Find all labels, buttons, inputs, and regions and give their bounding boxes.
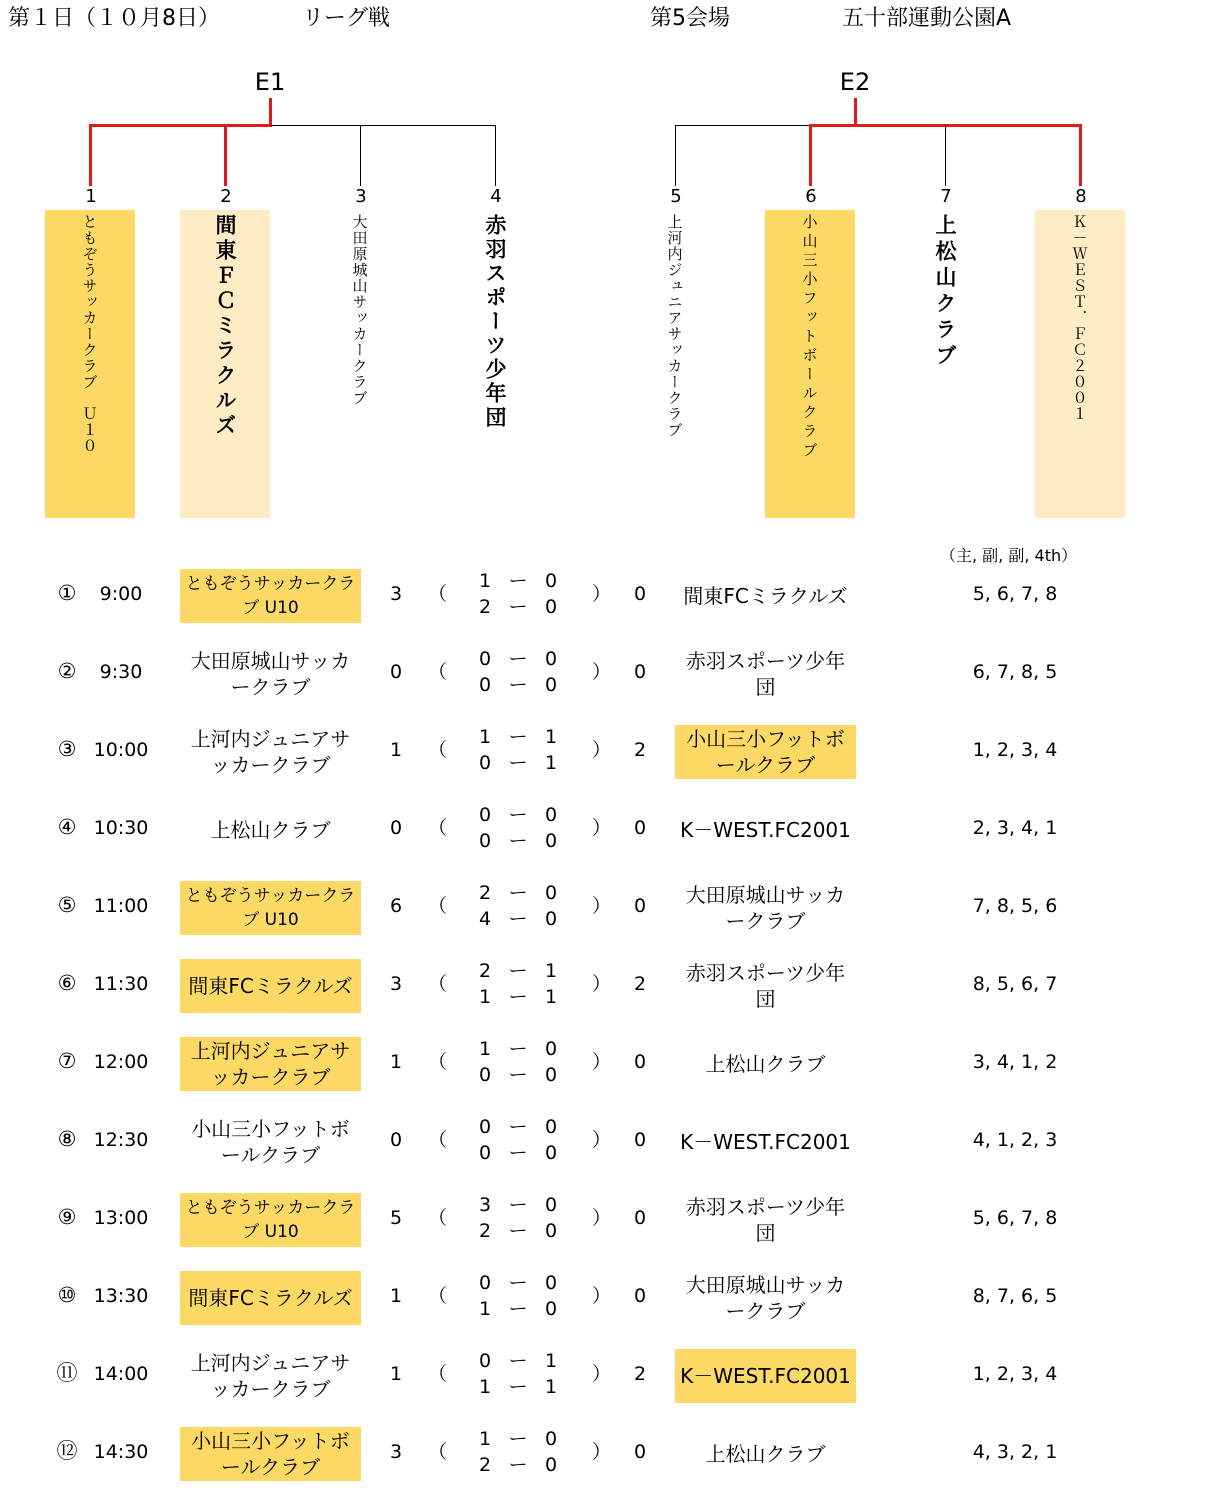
match-time: 9:00 bbox=[99, 583, 143, 605]
home-score: 0 bbox=[389, 661, 403, 683]
match-row bbox=[0, 714, 1216, 792]
home-team-name: 上河内ジュニアサッカークラブ bbox=[190, 1039, 351, 1089]
bracket-leg-team-8 bbox=[1079, 124, 1082, 186]
away-team bbox=[675, 1193, 856, 1247]
score-dash: ー bbox=[508, 1454, 528, 1476]
score-dash: ー bbox=[508, 1428, 528, 1450]
first-half-score bbox=[470, 724, 566, 750]
match-time: 13:30 bbox=[93, 1285, 149, 1307]
second-half-score bbox=[470, 1296, 566, 1322]
open-paren: （ bbox=[428, 661, 448, 683]
match-row bbox=[0, 558, 1216, 636]
first-half-home: 3 bbox=[478, 1194, 492, 1216]
team-number-7: 7 bbox=[940, 186, 952, 207]
score-dash: ー bbox=[508, 804, 528, 826]
score-dash: ー bbox=[508, 1272, 528, 1294]
match-time: 14:30 bbox=[93, 1441, 149, 1463]
home-team bbox=[180, 569, 361, 623]
away-team bbox=[675, 569, 856, 623]
away-team bbox=[675, 1427, 856, 1481]
team-number-2: 2 bbox=[220, 186, 232, 207]
score-dash: ー bbox=[508, 1376, 528, 1398]
home-score: 0 bbox=[389, 817, 403, 839]
home-team bbox=[180, 647, 361, 701]
first-half-away: 1 bbox=[544, 726, 558, 748]
first-half-home: 1 bbox=[478, 570, 492, 592]
first-half-score bbox=[470, 1114, 566, 1140]
score-dash: ー bbox=[508, 1116, 528, 1138]
close-paren: ） bbox=[592, 895, 612, 917]
first-half-away: 0 bbox=[544, 1272, 558, 1294]
bracket-stem-e2 bbox=[854, 98, 857, 126]
away-team bbox=[675, 1115, 856, 1169]
away-team bbox=[675, 881, 856, 935]
team-box-7 bbox=[900, 210, 990, 518]
first-half-score bbox=[470, 802, 566, 828]
match-time: 10:30 bbox=[93, 817, 149, 839]
home-score: 1 bbox=[389, 1363, 403, 1385]
score-dash: ー bbox=[508, 752, 528, 774]
bracket-leg-team-7 bbox=[945, 125, 946, 186]
away-score: 0 bbox=[633, 1207, 647, 1229]
team-number-3: 3 bbox=[355, 186, 367, 207]
open-paren: （ bbox=[428, 973, 448, 995]
first-half-home: 2 bbox=[478, 882, 492, 904]
match-row bbox=[0, 636, 1216, 714]
away-team-name: 小山三小フットボールクラブ bbox=[686, 727, 845, 777]
score-dash: ー bbox=[508, 882, 528, 904]
second-half-score bbox=[470, 750, 566, 776]
first-half-score bbox=[470, 1426, 566, 1452]
score-dash: ー bbox=[508, 1064, 528, 1086]
second-half-away: 0 bbox=[544, 674, 558, 696]
team-name-1: ともぞうサッカークラブ Ｕ１０ bbox=[80, 214, 99, 454]
team-name-5: 上河内ジュニアサッカークラブ bbox=[665, 214, 684, 438]
second-half-score bbox=[470, 1062, 566, 1088]
day-title: 第１日（１０月8日） bbox=[8, 6, 220, 31]
team-name-4: 赤羽スポーツ少年団 bbox=[483, 214, 507, 430]
first-half-home: 0 bbox=[478, 1116, 492, 1138]
away-score: 0 bbox=[633, 1441, 647, 1463]
second-half-away: 0 bbox=[544, 1142, 558, 1164]
away-score: 0 bbox=[633, 1051, 647, 1073]
second-half-home: 0 bbox=[478, 674, 492, 696]
team-box-8 bbox=[1035, 210, 1125, 518]
home-team bbox=[180, 1115, 361, 1169]
score-dash: ー bbox=[508, 830, 528, 852]
away-team-name: 上松山クラブ bbox=[705, 1052, 826, 1076]
home-team-name: 上河内ジュニアサッカークラブ bbox=[190, 727, 351, 777]
home-team-name: 小山三小フットボールクラブ bbox=[191, 1117, 350, 1167]
match-number: ④ bbox=[57, 815, 77, 839]
first-half-home: 0 bbox=[478, 1272, 492, 1294]
away-score: 0 bbox=[633, 583, 647, 605]
bracket-leg-team-3 bbox=[360, 125, 361, 186]
away-team-name: 赤羽スポーツ少年団 bbox=[685, 961, 846, 1011]
first-half-away: 0 bbox=[544, 1038, 558, 1060]
team-name-2: 間東ＦＣミラクルズ bbox=[213, 214, 237, 439]
home-team bbox=[180, 1427, 361, 1481]
home-team-name: ともぞうサッカークラブ U10 bbox=[185, 886, 356, 930]
team-name-3: 大田原城山サッカークラブ bbox=[350, 214, 369, 406]
team-name-7: 上松山クラブ bbox=[933, 214, 957, 370]
match-number: ⑤ bbox=[57, 893, 77, 917]
referee-assignment: 8, 7, 6, 5 bbox=[972, 1285, 1058, 1307]
second-half-home: 0 bbox=[478, 1064, 492, 1086]
match-row bbox=[0, 1104, 1216, 1182]
first-half-score bbox=[470, 1348, 566, 1374]
score-dash: ー bbox=[508, 674, 528, 696]
away-team bbox=[675, 803, 856, 857]
venue-name: 五十部運動公園A bbox=[842, 6, 1012, 31]
venue-number: 第5会場 bbox=[650, 6, 730, 31]
first-half-home: 1 bbox=[478, 1428, 492, 1450]
first-half-score bbox=[470, 958, 566, 984]
match-row bbox=[0, 948, 1216, 1026]
second-half-home: 1 bbox=[478, 1376, 492, 1398]
referee-assignment: 4, 1, 2, 3 bbox=[972, 1129, 1058, 1151]
first-half-home: 0 bbox=[478, 648, 492, 670]
team-name-6: 小山三小フットボールクラブ bbox=[800, 214, 819, 461]
score-dash: ー bbox=[508, 570, 528, 592]
match-number: ⑫ bbox=[56, 1439, 78, 1463]
second-half-score bbox=[470, 1374, 566, 1400]
home-team-name: 間東FCミラクルズ bbox=[188, 974, 353, 998]
bracket-leg-team-1 bbox=[89, 124, 92, 186]
competition-type: リーグ戦 bbox=[302, 6, 391, 31]
match-time: 12:30 bbox=[93, 1129, 149, 1151]
away-score: 0 bbox=[633, 661, 647, 683]
home-team bbox=[180, 1271, 361, 1325]
second-half-score bbox=[470, 594, 566, 620]
match-time: 10:00 bbox=[93, 739, 149, 761]
team-box-2 bbox=[180, 210, 270, 518]
first-half-home: 0 bbox=[478, 1350, 492, 1372]
referee-assignment: 6, 7, 8, 5 bbox=[972, 661, 1058, 683]
first-half-away: 1 bbox=[544, 960, 558, 982]
open-paren: （ bbox=[428, 1285, 448, 1307]
match-number: ⑪ bbox=[56, 1361, 78, 1385]
away-team bbox=[675, 959, 856, 1013]
match-time: 11:30 bbox=[93, 973, 149, 995]
score-dash: ー bbox=[508, 726, 528, 748]
match-time: 9:30 bbox=[99, 661, 143, 683]
team-number-5: 5 bbox=[670, 186, 682, 207]
second-half-score bbox=[470, 1218, 566, 1244]
referee-assignment: 5, 6, 7, 8 bbox=[972, 583, 1058, 605]
home-team bbox=[180, 803, 361, 857]
bracket-leg-team-2 bbox=[224, 124, 227, 186]
away-team-name: 大田原城山サッカークラブ bbox=[685, 1273, 846, 1323]
team-box-4 bbox=[450, 210, 540, 518]
match-number: ② bbox=[57, 659, 77, 683]
group-label-e2: E2 bbox=[839, 68, 871, 96]
open-paren: （ bbox=[428, 739, 448, 761]
close-paren: ） bbox=[592, 973, 612, 995]
away-score: 0 bbox=[633, 817, 647, 839]
close-paren: ） bbox=[592, 583, 612, 605]
open-paren: （ bbox=[428, 1129, 448, 1151]
score-dash: ー bbox=[508, 1298, 528, 1320]
away-team-name: K－WEST.FC2001 bbox=[680, 1130, 851, 1154]
first-half-away: 0 bbox=[544, 882, 558, 904]
second-half-score bbox=[470, 906, 566, 932]
score-dash: ー bbox=[508, 986, 528, 1008]
away-team bbox=[675, 1271, 856, 1325]
close-paren: ） bbox=[592, 739, 612, 761]
second-half-away: 0 bbox=[544, 830, 558, 852]
match-time: 14:00 bbox=[93, 1363, 149, 1385]
referee-assignment: 1, 2, 3, 4 bbox=[972, 739, 1058, 761]
team-box-6 bbox=[765, 210, 855, 518]
home-team-name: 間東FCミラクルズ bbox=[188, 1286, 353, 1310]
score-dash: ー bbox=[508, 1350, 528, 1372]
second-half-score bbox=[470, 1452, 566, 1478]
open-paren: （ bbox=[428, 817, 448, 839]
first-half-score bbox=[470, 880, 566, 906]
home-score: 0 bbox=[389, 1129, 403, 1151]
team-box-3 bbox=[315, 210, 405, 518]
second-half-away: 1 bbox=[544, 752, 558, 774]
home-score: 3 bbox=[389, 973, 403, 995]
team-number-6: 6 bbox=[805, 186, 817, 207]
referee-assignment: 4, 3, 2, 1 bbox=[972, 1441, 1058, 1463]
second-half-home: 0 bbox=[478, 752, 492, 774]
open-paren: （ bbox=[428, 895, 448, 917]
match-row bbox=[0, 1338, 1216, 1416]
away-team-name: 大田原城山サッカークラブ bbox=[685, 883, 846, 933]
bracket-bar-e2-black bbox=[675, 125, 810, 126]
score-dash: ー bbox=[508, 1038, 528, 1060]
second-half-away: 0 bbox=[544, 1220, 558, 1242]
bracket-bar-e1-red bbox=[89, 124, 272, 127]
first-half-home: 1 bbox=[478, 1038, 492, 1060]
home-team-name: 上松山クラブ bbox=[210, 818, 331, 842]
first-half-away: 1 bbox=[544, 1350, 558, 1372]
first-half-score bbox=[470, 1270, 566, 1296]
match-row bbox=[0, 1416, 1216, 1494]
match-time: 11:00 bbox=[93, 895, 149, 917]
referee-assignment: 3, 4, 1, 2 bbox=[972, 1051, 1058, 1073]
home-team-name: 大田原城山サッカークラブ bbox=[190, 649, 351, 699]
first-half-away: 0 bbox=[544, 570, 558, 592]
bracket-bar-e1-black bbox=[271, 125, 496, 126]
second-half-home: 2 bbox=[478, 596, 492, 618]
open-paren: （ bbox=[428, 1207, 448, 1229]
team-box-5 bbox=[630, 210, 720, 518]
group-label-e1: E1 bbox=[254, 68, 286, 96]
second-half-away: 1 bbox=[544, 1376, 558, 1398]
away-score: 2 bbox=[633, 1363, 647, 1385]
first-half-score bbox=[470, 1036, 566, 1062]
match-number: ⑧ bbox=[57, 1127, 77, 1151]
score-dash: ー bbox=[508, 960, 528, 982]
second-half-score bbox=[470, 672, 566, 698]
match-row bbox=[0, 870, 1216, 948]
score-dash: ー bbox=[508, 908, 528, 930]
away-team-name: 上松山クラブ bbox=[705, 1442, 826, 1466]
home-team bbox=[180, 881, 361, 935]
away-score: 0 bbox=[633, 1129, 647, 1151]
second-half-away: 0 bbox=[544, 908, 558, 930]
referee-assignment: 5, 6, 7, 8 bbox=[972, 1207, 1058, 1229]
second-half-home: 2 bbox=[478, 1220, 492, 1242]
first-half-home: 1 bbox=[478, 726, 492, 748]
bracket-leg-team-6 bbox=[809, 124, 812, 186]
away-score: 2 bbox=[633, 973, 647, 995]
home-team bbox=[180, 1037, 361, 1091]
first-half-away: 0 bbox=[544, 648, 558, 670]
second-half-score bbox=[470, 1140, 566, 1166]
away-team-name: K－WEST.FC2001 bbox=[680, 1364, 851, 1388]
team-number-1: 1 bbox=[85, 186, 97, 207]
away-team-name: 赤羽スポーツ少年団 bbox=[685, 649, 846, 699]
away-team bbox=[675, 725, 856, 779]
match-number: ⑩ bbox=[57, 1283, 77, 1307]
second-half-home: 1 bbox=[478, 1298, 492, 1320]
home-team bbox=[180, 959, 361, 1013]
close-paren: ） bbox=[592, 1051, 612, 1073]
first-half-score bbox=[470, 646, 566, 672]
referee-header: （主, 副, 副, 4th） bbox=[940, 546, 1078, 565]
team-number-4: 4 bbox=[490, 186, 502, 207]
close-paren: ） bbox=[592, 1207, 612, 1229]
home-team bbox=[180, 1193, 361, 1247]
first-half-home: 0 bbox=[478, 804, 492, 826]
first-half-away: 0 bbox=[544, 1116, 558, 1138]
home-score: 5 bbox=[389, 1207, 403, 1229]
close-paren: ） bbox=[592, 1441, 612, 1463]
second-half-away: 0 bbox=[544, 1454, 558, 1476]
second-half-away: 0 bbox=[544, 596, 558, 618]
first-half-home: 2 bbox=[478, 960, 492, 982]
team-name-8: Ｋ－ＷＥＳＴ．ＦＣ２００１ bbox=[1070, 214, 1089, 422]
match-time: 12:00 bbox=[93, 1051, 149, 1073]
close-paren: ） bbox=[592, 1129, 612, 1151]
first-half-away: 0 bbox=[544, 1428, 558, 1450]
team-box-1 bbox=[45, 210, 135, 518]
home-team-name: ともぞうサッカークラブ U10 bbox=[185, 1198, 356, 1242]
open-paren: （ bbox=[428, 1441, 448, 1463]
score-dash: ー bbox=[508, 1194, 528, 1216]
second-half-away: 0 bbox=[544, 1064, 558, 1086]
first-half-score bbox=[470, 568, 566, 594]
open-paren: （ bbox=[428, 583, 448, 605]
match-time: 13:00 bbox=[93, 1207, 149, 1229]
match-number: ① bbox=[57, 581, 77, 605]
match-row bbox=[0, 792, 1216, 870]
referee-assignment: 8, 5, 6, 7 bbox=[972, 973, 1058, 995]
home-team-name: 上河内ジュニアサッカークラブ bbox=[190, 1351, 351, 1401]
home-score: 1 bbox=[389, 1051, 403, 1073]
score-dash: ー bbox=[508, 648, 528, 670]
home-team-name: ともぞうサッカークラブ U10 bbox=[185, 574, 356, 618]
match-row bbox=[0, 1260, 1216, 1338]
away-team-name: K－WEST.FC2001 bbox=[680, 818, 851, 842]
home-score: 6 bbox=[389, 895, 403, 917]
home-score: 1 bbox=[389, 1285, 403, 1307]
home-team bbox=[180, 1349, 361, 1403]
second-half-away: 1 bbox=[544, 986, 558, 1008]
bracket-leg-team-4 bbox=[495, 125, 496, 186]
referee-assignment: 2, 3, 4, 1 bbox=[972, 817, 1058, 839]
close-paren: ） bbox=[592, 1285, 612, 1307]
score-dash: ー bbox=[508, 1220, 528, 1242]
first-half-score bbox=[470, 1192, 566, 1218]
away-team-name: 間東FCミラクルズ bbox=[683, 584, 848, 608]
second-half-home: 0 bbox=[478, 830, 492, 852]
first-half-away: 0 bbox=[544, 1194, 558, 1216]
home-score: 1 bbox=[389, 739, 403, 761]
home-score: 3 bbox=[389, 583, 403, 605]
away-team bbox=[675, 647, 856, 701]
score-dash: ー bbox=[508, 1142, 528, 1164]
referee-assignment: 1, 2, 3, 4 bbox=[972, 1363, 1058, 1385]
second-half-home: 1 bbox=[478, 986, 492, 1008]
bracket-leg-team-5 bbox=[675, 125, 676, 186]
match-row bbox=[0, 1182, 1216, 1260]
close-paren: ） bbox=[592, 661, 612, 683]
match-number: ⑦ bbox=[57, 1049, 77, 1073]
bracket-stem-e1 bbox=[269, 98, 272, 126]
away-team-name: 赤羽スポーツ少年団 bbox=[685, 1195, 846, 1245]
away-team bbox=[675, 1037, 856, 1091]
open-paren: （ bbox=[428, 1363, 448, 1385]
second-half-away: 0 bbox=[544, 1298, 558, 1320]
close-paren: ） bbox=[592, 817, 612, 839]
second-half-home: 0 bbox=[478, 1142, 492, 1164]
away-score: 2 bbox=[633, 739, 647, 761]
away-score: 0 bbox=[633, 1285, 647, 1307]
second-half-score bbox=[470, 984, 566, 1010]
second-half-score bbox=[470, 828, 566, 854]
first-half-away: 0 bbox=[544, 804, 558, 826]
referee-assignment: 7, 8, 5, 6 bbox=[972, 895, 1058, 917]
second-half-home: 4 bbox=[478, 908, 492, 930]
match-number: ⑥ bbox=[57, 971, 77, 995]
home-team-name: 小山三小フットボールクラブ bbox=[191, 1429, 350, 1479]
score-dash: ー bbox=[508, 596, 528, 618]
away-team bbox=[675, 1349, 856, 1403]
home-team bbox=[180, 725, 361, 779]
team-number-8: 8 bbox=[1075, 186, 1087, 207]
open-paren: （ bbox=[428, 1051, 448, 1073]
away-score: 0 bbox=[633, 895, 647, 917]
match-row bbox=[0, 1026, 1216, 1104]
home-score: 3 bbox=[389, 1441, 403, 1463]
second-half-home: 2 bbox=[478, 1454, 492, 1476]
match-number: ③ bbox=[57, 737, 77, 761]
close-paren: ） bbox=[592, 1363, 612, 1385]
match-number: ⑨ bbox=[57, 1205, 77, 1229]
